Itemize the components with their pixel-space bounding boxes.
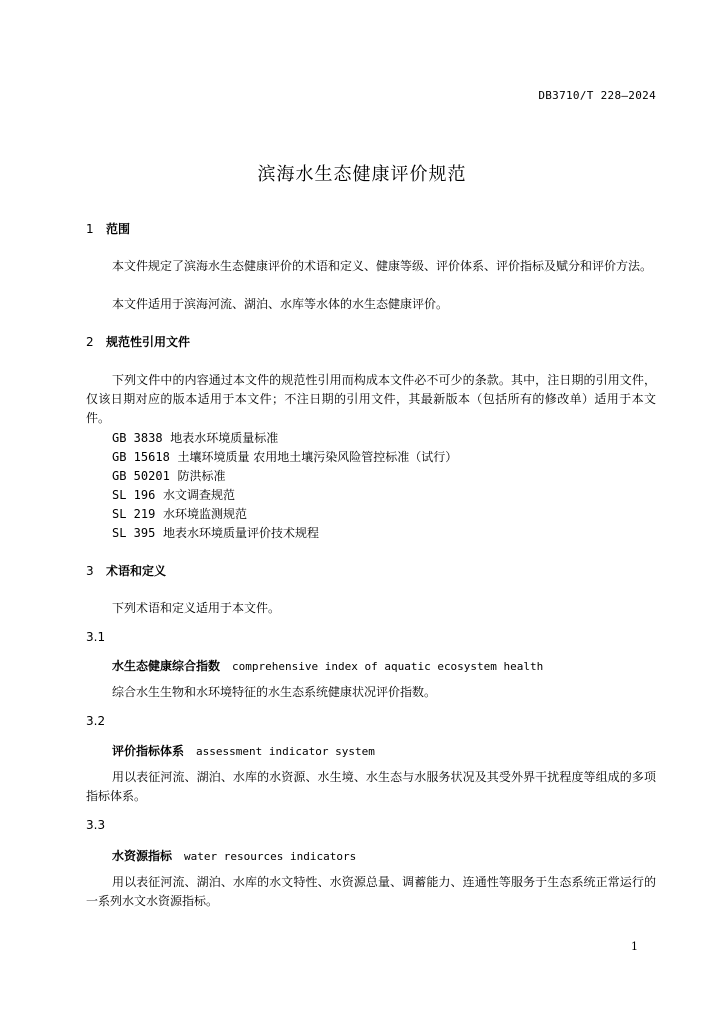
reference-title: 土壤环境质量 农用地土壤污染风险管控标准（试行） <box>177 450 458 464</box>
term-entry <box>112 847 356 864</box>
reference-code: GB 15618 <box>112 450 170 464</box>
section-number: 3 <box>86 564 94 578</box>
term-number: 3.1 <box>86 630 106 644</box>
reference-item <box>112 448 457 465</box>
paragraph: 本文件适用于滨海河流、湖泊、水库等水体的水生态健康评价。 <box>112 297 449 311</box>
term-entry <box>112 742 375 759</box>
section-number: 1 <box>86 222 94 236</box>
reference-item <box>112 429 278 446</box>
reference-item <box>112 505 247 522</box>
term-definition: 用以表征河流、湖泊、水库的水资源、水生境、水生态与水服务状况及其受外界干扰程度等组成的多项指标体系。 <box>86 770 656 803</box>
reference-code: SL 395 <box>112 526 156 540</box>
term-chinese: 水资源指标 <box>112 849 173 863</box>
term-number: 3.3 <box>86 818 106 832</box>
term-number: 3.2 <box>86 714 106 728</box>
page-title: 滨海水生态健康评价规范 <box>257 164 467 185</box>
section-heading-scope <box>86 220 130 237</box>
term-english: assessment indicator system <box>196 745 375 758</box>
paragraph: 下列文件中的内容通过本文件的规范性引用而构成本文件必不可少的条款。其中，注日期的引用文件，仅该日期对应的版本适用于本文件；不注日期的引用文件，其最新版本（包括所有的修改单）适用于本文件。 <box>86 373 656 425</box>
term-definition: 综合水生生物和水环境特征的水生态系统健康状况评价指数。 <box>112 685 437 699</box>
reference-title: 地表水环境质量标准 <box>170 431 279 445</box>
reference-item <box>112 486 235 503</box>
term-english: comprehensive index of aquatic ecosystem health <box>232 660 544 673</box>
reference-code: SL 196 <box>112 488 156 502</box>
term-definition: 用以表征河流、湖泊、水库的水文特性、水资源总量、调蓄能力、连通性等服务于生态系统正常运行的一系列水文水资源指标。 <box>86 875 656 908</box>
reference-title: 地表水环境质量评价技术规程 <box>163 526 320 540</box>
reference-code: GB 3838 <box>112 431 163 445</box>
term-chinese: 水生态健康综合指数 <box>112 659 221 673</box>
reference-code: GB 50201 <box>112 469 170 483</box>
reference-title: 水文调查规范 <box>163 488 236 502</box>
section-title: 规范性引用文件 <box>106 335 191 349</box>
paragraph: 下列术语和定义适用于本文件。 <box>112 601 281 615</box>
reference-code: SL 219 <box>112 507 156 521</box>
term-english: water resources indicators <box>184 850 357 863</box>
term-entry <box>112 657 543 674</box>
section-heading-normative-references <box>86 333 190 350</box>
reference-item <box>112 467 225 484</box>
reference-title: 水环境监测规范 <box>163 507 248 521</box>
section-title: 术语和定义 <box>106 564 167 578</box>
page-number: 1 <box>631 940 638 953</box>
section-number: 2 <box>86 335 94 349</box>
document-code: DB3710/T 228—2024 <box>538 89 656 102</box>
reference-item <box>112 524 319 541</box>
reference-title: 防洪标准 <box>177 469 226 483</box>
section-title: 范围 <box>106 222 131 236</box>
paragraph: 本文件规定了滨海水生态健康评价的术语和定义、健康等级、评价体系、评价指标及赋分和评价方法。 <box>112 259 653 273</box>
term-chinese: 评价指标体系 <box>112 744 185 758</box>
section-heading-terms-definitions <box>86 562 166 579</box>
